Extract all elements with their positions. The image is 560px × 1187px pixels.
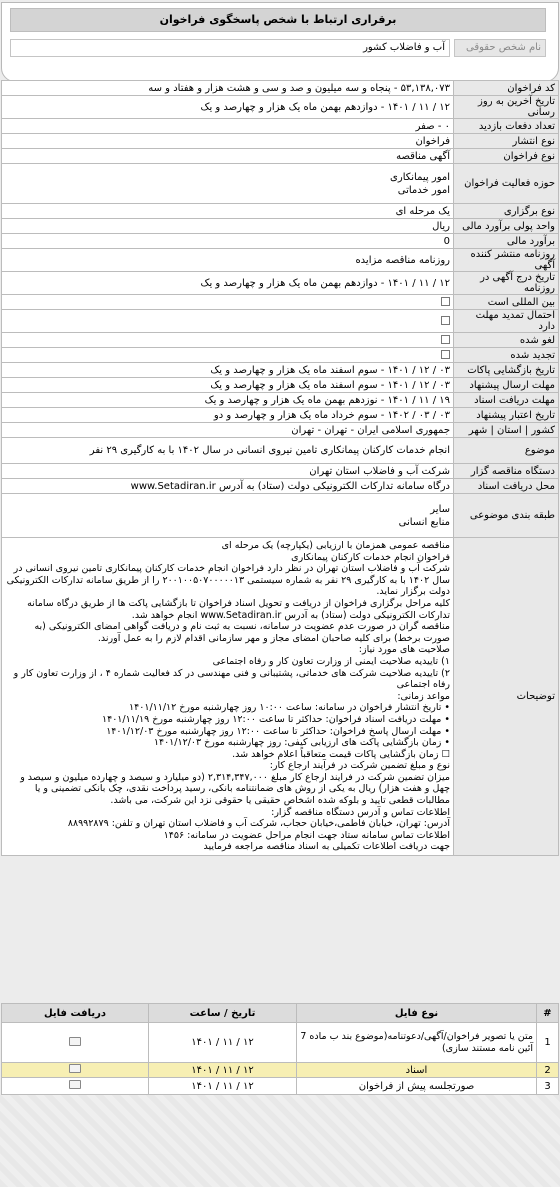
description-line: جهت دریافت اطلاعات تکمیلی به اسناد مناقصه مراجعه فرمایید xyxy=(203,841,450,853)
info-row-value: یک مرحله ای xyxy=(2,204,454,219)
description-line: • زمان بازگشایی پاکت های ارزیابی کیفی: روز چهارشنبه مورخ ۱۴۰۱/۱۲/۰۳ xyxy=(153,737,450,749)
download-icon[interactable] xyxy=(69,1037,81,1046)
info-row-label: بین المللی است xyxy=(454,295,559,310)
info-row-label: تاریخ بازگشایی پاکات xyxy=(454,363,559,378)
info-row xyxy=(2,295,559,310)
info-row-value xyxy=(2,310,454,333)
info-row-label: موضوع xyxy=(454,438,559,464)
description-line: کلیه مراحل برگزاری فراخوان از دریافت و تحویل اسناد فراخوان تا بازگشایی پاکت ها از طریق درگاه سامانه تدارکات الکترونیکی دولت (ستاد) به آدرس www.Setadiran.ir انجام خواهد شد. xyxy=(27,597,450,621)
info-row-label: تعداد دفعات بازدید xyxy=(454,119,559,134)
info-row-label: محل دریافت اسناد xyxy=(454,479,559,494)
file-row xyxy=(2,1063,559,1078)
info-row-label: حوزه فعالیت فراخوان xyxy=(454,164,559,204)
file-num: 2 xyxy=(537,1063,559,1078)
info-row xyxy=(2,479,559,494)
file-date: ۱۲ / ۱۱ / ۱۴۰۱ xyxy=(149,1063,297,1078)
checkbox-icon xyxy=(441,316,450,325)
info-row-value: روزنامه مناقصه مزایده xyxy=(2,249,454,272)
info-row-value: جمهوری اسلامی ایران - تهران - تهران xyxy=(2,423,454,438)
person-label: نام شخص حقوقی xyxy=(454,39,546,57)
file-date: ۱۲ / ۱۱ / ۱۴۰۱ xyxy=(149,1023,297,1063)
file-download[interactable] xyxy=(2,1023,149,1063)
file-type: متن یا تصویر فراخوان/آگهی/دعوتنامه(موضوع بند ب ماده 7 آئین نامه مستند سازی) xyxy=(297,1023,537,1063)
file-type: اسناد xyxy=(297,1063,537,1078)
info-row-value: ۱۹ / ۱۱ / ۱۴۰۱ - نوزدهم بهمن ماه یک هزار و چهارصد و یک xyxy=(2,393,454,408)
files-table xyxy=(1,1003,559,1095)
col-date: تاریخ / ساعت xyxy=(149,1004,297,1023)
file-num: 1 xyxy=(537,1023,559,1063)
description-label: توضیحات xyxy=(454,538,559,856)
info-line: منابع انسانی xyxy=(398,516,450,528)
description-line: مناقصه گران در صورت عدم عضویت در سامانه، نسبت به ثبت نام و دریافت گواهی امضای الکترونیکی (به صورت برخط) برای کلیه صاحبان امضای مجاز و مهر سازمانی اقدام لازم را به عمل آورند. xyxy=(34,621,450,644)
file-row xyxy=(2,1023,559,1063)
info-row-label: تاریخ درج آگهی در روزنامه xyxy=(454,272,559,295)
info-row-value xyxy=(2,164,454,204)
description-line: میزان تضمین شرکت در فرایند ارجاع کار مبلغ ۲,۳۱۴,۳۴۷,۰۰۰ (دو میلیارد و سیصد و چهارده میلیون و سیصد و چهل و هفت هزار) ریال به یکی از روش های ضمانتنامه بانکی، رسید پرداخت نقدی، چک بانکی تضمینی و یا مطالبات قطعی تایید و بلوکه شده اشخاص حقیقی یا حقوقی نزد این شرکت، می باشد. xyxy=(20,771,450,807)
info-row xyxy=(2,348,559,363)
info-row-label: کشور | استان | شهر xyxy=(454,423,559,438)
info-row-label: تاریخ آخرین به روز رسانی xyxy=(454,96,559,119)
info-row-value xyxy=(2,348,454,363)
description-line: مناقصه عمومی همزمان با ارزیابی (یکپارچه) یک مرحله ای xyxy=(221,540,450,551)
info-row-value: فراخوان xyxy=(2,134,454,149)
info-row-label: نوع فراخوان xyxy=(454,149,559,164)
description-line: مواعد زمانی: xyxy=(397,690,450,702)
checkbox-icon xyxy=(441,297,450,306)
description-row xyxy=(2,538,559,856)
description-line: • مهلت دریافت اسناد فراخوان: حداکثر تا ساعت ۱۲:۰۰ روز چهارشنبه مورخ ۱۴۰۱/۱۱/۱۹ xyxy=(101,713,450,725)
file-type: صورتجلسه پیش از فراخوان xyxy=(297,1078,537,1095)
info-row-label: تاریخ اعتبار پیشنهاد xyxy=(454,408,559,423)
info-row-value: ۰۳ / ۱۲ / ۱۴۰۱ - سوم اسفند ماه یک هزار و چهارصد و یک xyxy=(2,363,454,378)
info-row-value: انجام خدمات کارکنان پیمانکاری تامین نیروی انسانی در سال ۱۴۰۲ با به کارگیری ۲۹ نفر xyxy=(2,438,454,464)
description-line: اطلاعات تماس سامانه ستاد جهت انجام مراحل عضویت در سامانه: ۱۴۵۶ xyxy=(163,829,450,841)
info-row xyxy=(2,423,559,438)
info-row-value: آگهی مناقصه xyxy=(2,149,454,164)
info-row xyxy=(2,464,559,479)
info-row xyxy=(2,494,559,538)
info-line: سایر xyxy=(430,503,450,515)
description-line: ۲) تاییدیه صلاحیت شرکت های خدماتی، پشتیبانی و فنی مهندسی در کد فعالیت شماره ۴ ، از وزارت تعاون کار و رفاه اجتماعی xyxy=(13,667,450,691)
info-row-value: 0 xyxy=(2,234,454,249)
info-row-label: دستگاه مناقصه گزار xyxy=(454,464,559,479)
info-row-value: ۵۳,۱۳۸,۰۷۳ - پنجاه و سه میلیون و صد و سی و هشت هزار و هفتاد و سه xyxy=(2,81,454,96)
description-line: شرکت آب و فاضلاب استان تهران در نظر دارد فراخوان انجام خدمات کارکنان پیمانکاری تامین نیروی انسانی در سال ۱۴۰۲ با به کارگیری ۲۹ نفر به شماره سیستمی ۲۰۰۱۰۰۵۰۷۰۰۰۰۰۱۳ را از طریق سامانه تدارکات الکترونیکی دولت برگزار نماید. xyxy=(6,563,450,598)
info-row xyxy=(2,219,559,234)
info-row xyxy=(2,438,559,464)
file-download[interactable] xyxy=(2,1078,149,1095)
info-row xyxy=(2,164,559,204)
info-row xyxy=(2,249,559,272)
info-row-label: روزنامه منتشر کننده آگهی xyxy=(454,249,559,272)
col-type: نوع فایل xyxy=(297,1004,537,1023)
info-row xyxy=(2,234,559,249)
description-line: نوع و مبلغ تضمین شرکت در فرآیند ارجاع کار: xyxy=(269,760,450,772)
info-table xyxy=(1,80,559,856)
info-row-value: ۰ - صفر xyxy=(2,119,454,134)
info-row-value: ۰۳ / ۰۳ / ۱۴۰۲ - سوم خرداد ماه یک هزار و چهارصد و دو xyxy=(2,408,454,423)
person-row xyxy=(10,39,546,57)
download-icon[interactable] xyxy=(69,1064,81,1073)
description-line: اطلاعات تماس و آدرس دستگاه مناقصه گزار: xyxy=(271,806,450,818)
info-row xyxy=(2,96,559,119)
file-download[interactable] xyxy=(2,1063,149,1078)
description-line: صلاحیت های مورد نیاز: xyxy=(358,644,450,656)
info-row xyxy=(2,149,559,164)
background-pattern xyxy=(0,1095,560,1187)
info-row-label: مهلت ارسال پیشنهاد xyxy=(454,378,559,393)
info-row xyxy=(2,378,559,393)
person-value: آب و فاضلاب کشور xyxy=(10,39,450,57)
info-row-value xyxy=(2,494,454,538)
description-line: • تاریخ انتشار فراخوان در سامانه: ساعت ۱۰:۰۰ روز چهارشنبه مورخ ۱۴۰۱/۱۱/۱۲ xyxy=(129,702,450,714)
description-line: ☐ زمان بازگشایی پاکات قیمت متعاقباً اعلام خواهد شد. xyxy=(232,748,450,760)
checkbox-icon xyxy=(441,350,450,359)
info-row-label: کد فراخوان xyxy=(454,81,559,96)
info-row xyxy=(2,408,559,423)
info-row-value xyxy=(2,333,454,348)
description-line: ۱) تاییدیه صلاحیت ایمنی از وزارت تعاون کار و رفاه اجتماعی xyxy=(212,655,450,667)
file-date: ۱۲ / ۱۱ / ۱۴۰۱ xyxy=(149,1078,297,1095)
info-row-label: احتمال تمدید مهلت دارد xyxy=(454,310,559,333)
info-row-label: واحد پولی برآورد مالی xyxy=(454,219,559,234)
info-row-label: طبقه بندی موضوعی xyxy=(454,494,559,538)
info-row-label: تجدید شده xyxy=(454,348,559,363)
info-row-value: درگاه سامانه تدارکات الکترونیکی دولت (ستاد) به آدرس www.Setadiran.ir xyxy=(2,479,454,494)
info-row-value: ریال xyxy=(2,219,454,234)
info-row-value: شرکت آب و فاضلاب استان تهران xyxy=(2,464,454,479)
col-download: دریافت فایل xyxy=(2,1004,149,1023)
file-num: 3 xyxy=(537,1078,559,1095)
info-row-label: نوع انتشار xyxy=(454,134,559,149)
download-icon[interactable] xyxy=(69,1080,81,1089)
info-row xyxy=(2,363,559,378)
info-row xyxy=(2,134,559,149)
info-row-label: لغو شده xyxy=(454,333,559,348)
checkbox-icon xyxy=(441,335,450,344)
info-line: امور پیمانکاری xyxy=(390,171,450,183)
info-row-label: مهلت دریافت اسناد xyxy=(454,393,559,408)
info-row xyxy=(2,310,559,333)
description-line: فراخوان انجام خدمات کارکنان پیمانکاری xyxy=(291,551,450,563)
info-row-value: ۰۳ / ۱۲ / ۱۴۰۱ - سوم اسفند ماه یک هزار و چهارصد و یک xyxy=(2,378,454,393)
info-line: امور خدماتی xyxy=(397,184,450,196)
info-row xyxy=(2,119,559,134)
page-title: برقراری ارتباط با شخص پاسخگوی فراخوان xyxy=(10,8,546,32)
description-line: • مهلت ارسال پاسخ فراخوان: حداکثر تا ساعت ۱۲:۰۰ روز چهارشنبه مورخ ۱۴۰۱/۱۲/۰۳ xyxy=(106,725,450,737)
info-row xyxy=(2,272,559,295)
info-row xyxy=(2,204,559,219)
info-row-label: نوع برگزاری xyxy=(454,204,559,219)
info-row-label: برآورد مالی xyxy=(454,234,559,249)
info-row xyxy=(2,333,559,348)
info-row-value: ۱۲ / ۱۱ / ۱۴۰۱ - دوازدهم بهمن ماه یک هزار و چهارصد و یک xyxy=(2,96,454,119)
info-row-value xyxy=(2,295,454,310)
description-line: آدرس: تهران، خیابان فاطمی،خیابان حجاب، شرکت آب و فاضلاب استان تهران و تلفن: ۸۸۹۹۲۸۷۹ xyxy=(67,818,450,830)
file-row xyxy=(2,1078,559,1095)
info-row xyxy=(2,81,559,96)
info-row xyxy=(2,393,559,408)
info-row-value: ۱۲ / ۱۱ / ۱۴۰۱ - دوازدهم بهمن ماه یک هزار و چهارصد و یک xyxy=(2,272,454,295)
col-num: # xyxy=(537,1004,559,1023)
description-text xyxy=(2,538,454,856)
